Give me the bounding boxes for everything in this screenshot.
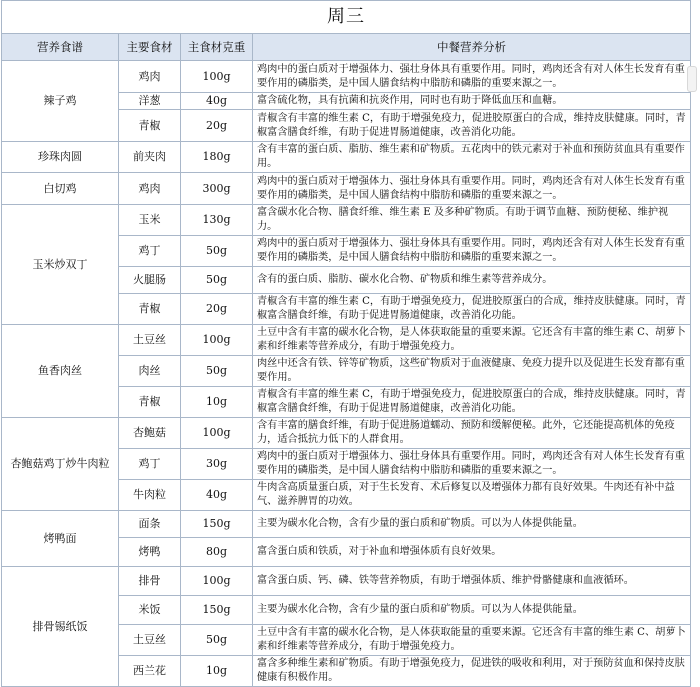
header-analysis: 中餐营养分析 xyxy=(253,34,691,61)
weight-cell[interactable]: 80g xyxy=(181,538,253,567)
ingredient-cell[interactable]: 牛肉粒 xyxy=(119,480,181,511)
recipe-name-cell[interactable]: 玉米炒双丁 xyxy=(2,205,119,325)
ingredient-cell[interactable]: 面条 xyxy=(119,511,181,538)
recipe-name-cell[interactable]: 鱼香肉丝 xyxy=(2,325,119,418)
analysis-cell[interactable]: 含有丰富的膳食纤维，有助于促进肠道蠕动、预防和缓解便秘。此外，它还能提高机体的免疫力，适合抵抗力低下的人群食用。 xyxy=(253,418,691,449)
table-row xyxy=(2,205,691,236)
analysis-cell[interactable]: 鸡肉中的蛋白质对于增强体力、强壮身体具有重要作用。同时，鸡肉还含有对人体生长发育有重要作用的磷脂类，是中国人膳食结构中脂肪和磷脂的重要来源之一。 xyxy=(253,61,691,93)
ingredient-cell[interactable]: 洋葱 xyxy=(119,93,181,110)
ingredient-cell[interactable]: 烤鸭 xyxy=(119,538,181,567)
weight-cell[interactable]: 20g xyxy=(181,294,253,325)
nutrition-table xyxy=(1,0,691,687)
ingredient-cell[interactable]: 土豆丝 xyxy=(119,325,181,356)
recipe-name-cell[interactable]: 杏鲍菇鸡丁炒牛肉粒 xyxy=(2,418,119,511)
ingredient-cell[interactable]: 青椒 xyxy=(119,294,181,325)
analysis-cell[interactable]: 含有的蛋白质、脂肪、碳水化合物、矿物质和维生素等营养成分。 xyxy=(253,267,691,294)
weight-cell[interactable]: 30g xyxy=(181,449,253,480)
weight-cell[interactable]: 100g xyxy=(181,567,253,596)
analysis-cell[interactable]: 鸡肉中的蛋白质对于增强体力、强壮身体具有重要作用。同时，鸡肉还含有对人体生长发育有重要作用的磷脂类，是中国人膳食结构中脂肪和磷脂的重要来源之一。 xyxy=(253,173,691,205)
analysis-cell[interactable]: 富含硫化物，具有抗菌和抗炎作用，同时也有助于降低血压和血糖。 xyxy=(253,93,691,110)
scrollbar-handle[interactable] xyxy=(687,66,697,92)
ingredient-cell[interactable]: 米饭 xyxy=(119,596,181,625)
analysis-cell[interactable]: 富含蛋白质和铁质，对于补血和增强体质有良好效果。 xyxy=(253,538,691,567)
ingredient-cell[interactable]: 鸡丁 xyxy=(119,449,181,480)
weight-cell[interactable]: 40g xyxy=(181,93,253,110)
analysis-cell[interactable]: 青椒含有丰富的维生素 C，有助于增强免疫力，促进胶原蛋白的合成，维持皮肤健康。同时，青椒富含膳食纤维，有助于促进胃肠道健康，改善消化功能。 xyxy=(253,387,691,418)
ingredient-cell[interactable]: 鸡丁 xyxy=(119,236,181,267)
header-recipe: 营养食谱 xyxy=(2,34,119,61)
table-title: 周三 xyxy=(2,1,691,34)
table-row xyxy=(2,142,691,173)
weight-cell[interactable]: 50g xyxy=(181,356,253,387)
weight-cell[interactable]: 10g xyxy=(181,387,253,418)
analysis-cell[interactable]: 富含蛋白质、钙、磷、铁等营养物质，有助于增强体质、维护骨骼健康和血液循环。 xyxy=(253,567,691,596)
ingredient-cell[interactable]: 前夹肉 xyxy=(119,142,181,173)
weight-cell[interactable]: 40g xyxy=(181,480,253,511)
weight-cell[interactable]: 100g xyxy=(181,61,253,93)
weight-cell[interactable]: 100g xyxy=(181,418,253,449)
ingredient-cell[interactable]: 青椒 xyxy=(119,110,181,142)
ingredient-cell[interactable]: 鸡肉 xyxy=(119,61,181,93)
title-row xyxy=(2,1,691,34)
analysis-cell[interactable]: 鸡肉中的蛋白质对于增强体力、强壮身体具有重要作用。同时，鸡肉还含有对人体生长发育有重要作用的磷脂类，是中国人膳食结构中脂肪和磷脂的重要来源之一。 xyxy=(253,236,691,267)
ingredient-cell[interactable]: 火腿肠 xyxy=(119,267,181,294)
weight-cell[interactable]: 130g xyxy=(181,205,253,236)
table-row xyxy=(2,418,691,449)
table-row xyxy=(2,173,691,205)
analysis-cell[interactable]: 土豆中含有丰富的碳水化合物，是人体获取能量的重要来源。它还含有丰富的维生素 C、胡萝卜素和纤维素等营养成分，有助于增强免疫力。 xyxy=(253,325,691,356)
header-ingredient: 主要食材 xyxy=(119,34,181,61)
weight-cell[interactable]: 50g xyxy=(181,236,253,267)
ingredient-cell[interactable]: 排骨 xyxy=(119,567,181,596)
recipe-name-cell[interactable]: 白切鸡 xyxy=(2,173,119,205)
analysis-cell[interactable]: 肉丝中还含有铁、锌等矿物质，这些矿物质对于血液健康、免疫力提升以及促进生长发育都有重要作用。 xyxy=(253,356,691,387)
table-row xyxy=(2,567,691,596)
header-weight: 主食材克重 xyxy=(181,34,253,61)
table-row xyxy=(2,511,691,538)
recipe-name-cell[interactable]: 辣子鸡 xyxy=(2,61,119,142)
weight-cell[interactable]: 150g xyxy=(181,596,253,625)
weight-cell[interactable]: 50g xyxy=(181,625,253,656)
ingredient-cell[interactable]: 鸡肉 xyxy=(119,173,181,205)
analysis-cell[interactable]: 富含碳水化合物、膳食纤维、维生素 E 及多种矿物质。有助于调节血糖、预防便秘、维护视力。 xyxy=(253,205,691,236)
weight-cell[interactable]: 10g xyxy=(181,656,253,687)
weight-cell[interactable]: 150g xyxy=(181,511,253,538)
analysis-cell[interactable]: 含有丰富的蛋白质、脂肪、维生素和矿物质。五花肉中的铁元素对于补血和预防贫血具有重要作用。 xyxy=(253,142,691,173)
ingredient-cell[interactable]: 土豆丝 xyxy=(119,625,181,656)
analysis-cell[interactable]: 富含多种维生素和矿物质。有助于增强免疫力，促进铁的吸收和利用，对于预防贫血和保持皮肤健康有积极作用。 xyxy=(253,656,691,687)
ingredient-cell[interactable]: 西兰花 xyxy=(119,656,181,687)
recipe-name-cell[interactable]: 珍珠肉圆 xyxy=(2,142,119,173)
analysis-cell[interactable]: 牛肉含高质量蛋白质，对于生长发育、术后修复以及增强体力都有良好效果。牛肉还有补中益气、滋养脾胃的功效。 xyxy=(253,480,691,511)
ingredient-cell[interactable]: 肉丝 xyxy=(119,356,181,387)
analysis-cell[interactable]: 鸡肉中的蛋白质对于增强体力、强壮身体具有重要作用。同时，鸡肉还含有对人体生长发育有重要作用的磷脂类，是中国人膳食结构中脂肪和磷脂的重要来源之一。 xyxy=(253,449,691,480)
weight-cell[interactable]: 300g xyxy=(181,173,253,205)
table-row xyxy=(2,61,691,93)
weight-cell[interactable]: 100g xyxy=(181,325,253,356)
analysis-cell[interactable]: 青椒含有丰富的维生素 C，有助于增强免疫力，促进胶原蛋白的合成，维持皮肤健康。同时，青椒富含膳食纤维，有助于促进胃肠道健康，改善消化功能。 xyxy=(253,110,691,142)
analysis-cell[interactable]: 土豆中含有丰富的碳水化合物，是人体获取能量的重要来源。它还含有丰富的维生素 C、胡萝卜素和纤维素等营养成分，有助于增强免疫力。 xyxy=(253,625,691,656)
ingredient-cell[interactable]: 青椒 xyxy=(119,387,181,418)
ingredient-cell[interactable]: 玉米 xyxy=(119,205,181,236)
analysis-cell[interactable]: 青椒含有丰富的维生素 C，有助于增强免疫力，促进胶原蛋白的合成，维持皮肤健康。同时，青椒富含膳食纤维，有助于促进胃肠道健康，改善消化功能。 xyxy=(253,294,691,325)
weight-cell[interactable]: 180g xyxy=(181,142,253,173)
header-row xyxy=(2,34,691,61)
recipe-name-cell[interactable]: 排骨锡纸饭 xyxy=(2,567,119,687)
weight-cell[interactable]: 50g xyxy=(181,267,253,294)
weight-cell[interactable]: 20g xyxy=(181,110,253,142)
recipe-name-cell[interactable]: 烤鸭面 xyxy=(2,511,119,567)
table-row xyxy=(2,325,691,356)
analysis-cell[interactable]: 主要为碳水化合物，含有少量的蛋白质和矿物质。可以为人体提供能量。 xyxy=(253,511,691,538)
ingredient-cell[interactable]: 杏鲍菇 xyxy=(119,418,181,449)
analysis-cell[interactable]: 主要为碳水化合物，含有少量的蛋白质和矿物质。可以为人体提供能量。 xyxy=(253,596,691,625)
